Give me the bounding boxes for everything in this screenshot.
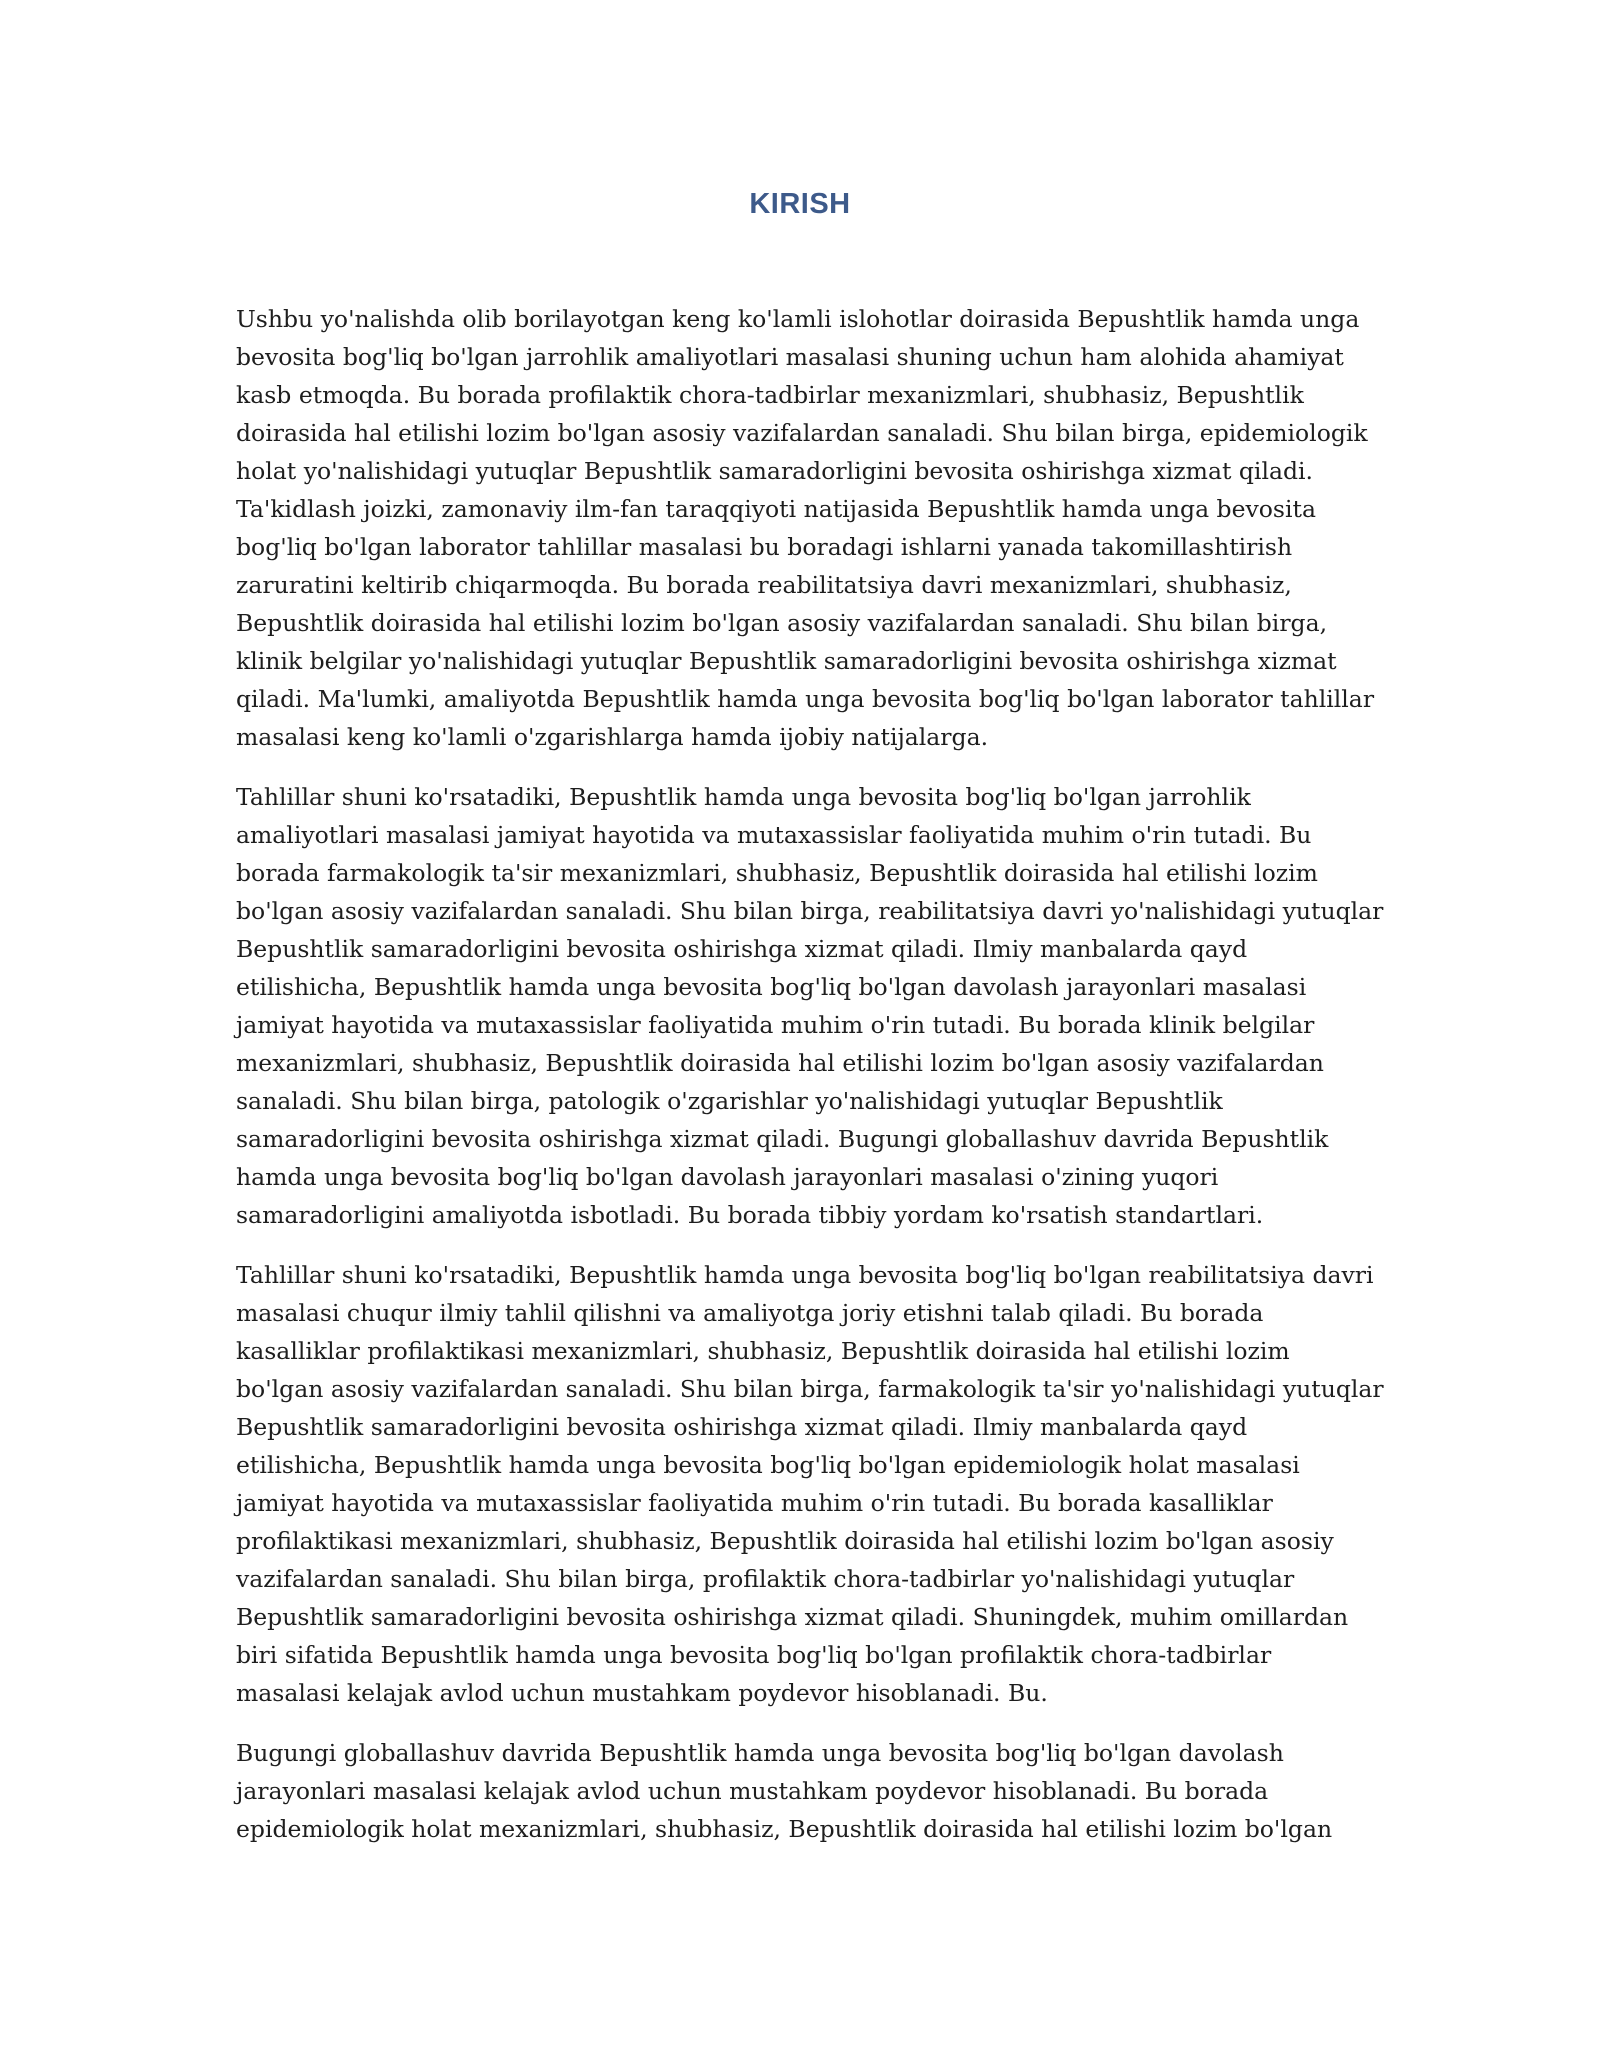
text-line: bog'liq bo'lgan laborator tahlillar masalasi bu boradagi ishlarni yanada takomillashtirish xyxy=(236,533,1293,561)
paragraph-2 xyxy=(236,778,1384,1234)
page-title: KIRISH xyxy=(749,188,851,220)
text-line: Bepushtlik samaradorligini bevosita oshirishga xizmat qiladi. Ilmiy manbalarda qayd xyxy=(236,1413,1248,1441)
text-line: epidemiologik holat mexanizmlari, shubhasiz, Bepushtlik doirasida hal etilishi lozim bo'lgan xyxy=(236,1815,1333,1843)
text-line: masalasi chuqur ilmiy tahlil qilishni va amaliyotga joriy etishni talab qiladi. Bu borada xyxy=(236,1299,1264,1327)
text-line: bo'lgan asosiy vazifalardan sanaladi. Shu bilan birga, farmakologik ta'sir yo'nalishidagi yutuqlar xyxy=(236,1375,1384,1403)
text-line: qiladi. Ma'lumki, amaliyotda Bepushtlik hamda unga bevosita bog'liq bo'lgan laborator tahlillar xyxy=(236,685,1375,713)
text-line: masalasi keng ko'lamli o'zgarishlarga hamda ijobiy natijalarga. xyxy=(236,723,989,751)
text-line: doirasida hal etilishi lozim bo'lgan asosiy vazifalardan sanaladi. Shu bilan birga, epidemiologik xyxy=(236,419,1368,447)
text-line: Tahlillar shuni ko'rsatadiki, Bepushtlik hamda unga bevosita bog'liq bo'lgan reabilitatsiya davri xyxy=(236,1261,1374,1289)
document-body xyxy=(236,300,1384,1870)
paragraph-1 xyxy=(236,300,1375,756)
text-line: bevosita bog'liq bo'lgan jarrohlik amaliyotlari masalasi shuning uchun ham alohida ahamiyat xyxy=(236,343,1344,371)
paragraph-3 xyxy=(236,1256,1384,1712)
text-line: jamiyat hayotida va mutaxassislar faoliyatida muhim o'rin tutadi. Bu borada kasalliklar xyxy=(236,1489,1273,1517)
text-line: Tahlillar shuni ko'rsatadiki, Bepushtlik hamda unga bevosita bog'liq bo'lgan jarrohlik xyxy=(236,783,1251,811)
text-line: samaradorligini amaliyotda isbotladi. Bu borada tibbiy yordam ko'rsatish standartlari. xyxy=(236,1201,1264,1229)
text-line: borada farmakologik ta'sir mexanizmlari, shubhasiz, Bepushtlik doirasida hal etilishi lozim xyxy=(236,859,1318,887)
text-line: Bepushtlik doirasida hal etilishi lozim bo'lgan asosiy vazifalardan sanaladi. Shu bilan birga, xyxy=(236,609,1328,637)
paragraph-4 xyxy=(236,1734,1370,1848)
text-line: masalasi kelajak avlod uchun mustahkam poydevor hisoblanadi. Bu. xyxy=(236,1679,1048,1707)
text-line: Ushbu yo'nalishda olib borilayotgan keng ko'lamli islohotlar doirasida Bepushtlik hamda unga xyxy=(236,305,1360,333)
text-line: Ta'kidlash joizki, zamonaviy ilm-fan taraqqiyoti natijasida Bepushtlik hamda unga bevosita xyxy=(236,495,1316,523)
text-line: amaliyotlari masalasi jamiyat hayotida va mutaxassislar faoliyatida muhim o'rin tutadi. Bu xyxy=(236,821,1312,849)
text-line: jamiyat hayotida va mutaxassislar faoliyatida muhim o'rin tutadi. Bu borada klinik belgilar xyxy=(236,1011,1315,1039)
text-line: samaradorligini bevosita oshirishga xizmat qiladi. Bugungi globallashuv davrida Bepushtlik xyxy=(236,1125,1329,1153)
text-line: biri sifatida Bepushtlik hamda unga bevosita bog'liq bo'lgan profilaktik chora-tadbirlar xyxy=(236,1641,1272,1669)
text-line: hamda unga bevosita bog'liq bo'lgan davolash jarayonlari masalasi o'zining yuqori xyxy=(236,1163,1219,1191)
text-line: bo'lgan asosiy vazifalardan sanaladi. Shu bilan birga, reabilitatsiya davri yo'nalishidagi yutuqlar xyxy=(236,897,1384,925)
text-line: jarayonlari masalasi kelajak avlod uchun mustahkam poydevor hisoblanadi. Bu borada xyxy=(236,1777,1269,1805)
text-line: Bugungi globallashuv davrida Bepushtlik hamda unga bevosita bog'liq bo'lgan davolash xyxy=(236,1739,1284,1767)
text-line: vazifalardan sanaladi. Shu bilan birga, profilaktik chora-tadbirlar yo'nalishidagi yutuqlar xyxy=(236,1565,1295,1593)
text-line: zaruratini keltirib chiqarmoqda. Bu borada reabilitatsiya davri mexanizmlari, shubhasiz, xyxy=(236,571,1292,599)
text-line: etilishicha, Bepushtlik hamda unga bevosita bog'liq bo'lgan davolash jarayonlari masalasi xyxy=(236,973,1307,1001)
text-line: klinik belgilar yo'nalishidagi yutuqlar Bepushtlik samaradorligini bevosita oshirishga xizmat xyxy=(236,647,1337,675)
text-line: Bepushtlik samaradorligini bevosita oshirishga xizmat qiladi. Shuningdek, muhim omillardan xyxy=(236,1603,1349,1631)
text-line: profilaktikasi mexanizmlari, shubhasiz, Bepushtlik doirasida hal etilishi lozim bo'lgan asosiy xyxy=(236,1527,1334,1555)
text-line: kasb etmoqda. Bu borada profilaktik chora-tadbirlar mexanizmlari, shubhasiz, Bepushtlik xyxy=(236,381,1304,409)
text-line: Bepushtlik samaradorligini bevosita oshirishga xizmat qiladi. Ilmiy manbalarda qayd xyxy=(236,935,1248,963)
text-line: kasalliklar profilaktikasi mexanizmlari, shubhasiz, Bepushtlik doirasida hal etilishi lozim xyxy=(236,1337,1290,1365)
text-line: etilishicha, Bepushtlik hamda unga bevosita bog'liq bo'lgan epidemiologik holat masalasi xyxy=(236,1451,1300,1479)
text-line: holat yo'nalishidagi yutuqlar Bepushtlik samaradorligini bevosita oshirishga xizmat qiladi. xyxy=(236,457,1313,485)
text-line: mexanizmlari, shubhasiz, Bepushtlik doirasida hal etilishi lozim bo'lgan asosiy vazifalardan xyxy=(236,1049,1324,1077)
text-line: sanaladi. Shu bilan birga, patologik o'zgarishlar yo'nalishidagi yutuqlar Bepushtlik xyxy=(236,1087,1223,1115)
